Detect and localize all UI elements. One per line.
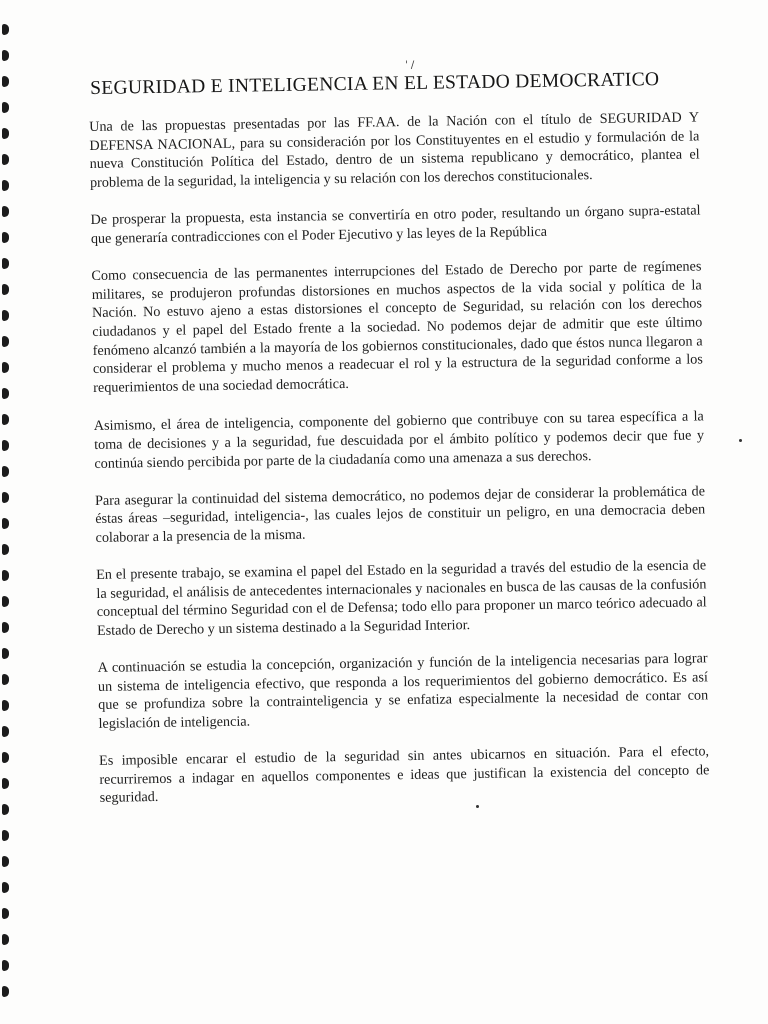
paragraph: Una de las propuestas presentadas por las FF.AA. de la Nación con el título de SEGURIDAD Y DEFENSA NACIONAL, para su consideración por los Constituyentes en el estudio y formulación de la nueva Constitución Política del Estado, dentro de un sistema republicano y democrático, plantea el problema de la seguridad, la inteligencia y su relación con los derechos constitucionales. — [89, 109, 700, 191]
paragraph: Es imposible encarar el estudio de la seguridad sin antes ubicarnos en situación. Para el efecto, recurriremos a indagar en aquellos componentes e ideas que justifican la existencia del concepto de seguridad. — [98, 743, 710, 807]
header-mark: ' / — [405, 60, 415, 71]
paragraph: Asimismo, el área de inteligencia, componente del gobierno que contribuye con su tarea específica a la toma de decisiones y a la seguridad, fue descuidada por el ámbito político y podemos decir que fue y continúa siendo percibida por parte de la ciudadanía como una amenaza a sus derechos. — [93, 408, 705, 472]
scan-speck — [739, 439, 742, 442]
paragraph: Como consecuencia de las permanentes interrupciones del Estado de Derecho por parte de regímenes militares, se produjeron profundas distorsiones en muchos aspectos de la vida social y política de la Nación. No estuvo ajeno a estas distorsiones el concepto de Seguridad, su relación con los derechos ciudadanos y el papel del Estado frente a la sociedad. No podemos dejar de admitir que este último fenómeno alcanzó también a la mayoría de los gobiernos constitucionales, dado que éstos nunca llegaron a considerar el problema y mucho menos a readecuar el rol y la estructura de la seguridad conforme a los requerimientos de una sociedad democrática. — [91, 258, 703, 396]
binding-holes — [0, 0, 18, 1024]
paragraph: Para asegurar la continuidad del sistema democrático, no podemos dejar de considerar la problemática de éstas áreas –seguridad, inteligencia-, las cuales lejos de constituir un peligro, en una democracia deben colaborar a la presencia de la misma. — [94, 483, 706, 546]
paragraph: A continuación se estudia la concepción, organización y función de la inteligencia necesarias para lograr un sistema de inteligencia efectivo, que responda a los requerimientos del gobierno democrático. Es así que se profundiza sobre la contrainteligencia y se enfatiza especialmente la necesidad de contar con legislación de inteligencia. — [97, 650, 709, 732]
document-title: SEGURIDAD E INTELIGENCIA EN EL ESTADO DEMOCRATICO — [90, 69, 660, 99]
paragraph: De prosperar la propuesta, esta instancia se convertiría en otro poder, resultando un órgano supra-estatal que generaría contradicciones con el Poder Ejecutivo y las leyes de la República — [90, 202, 701, 247]
paragraph: En el presente trabajo, se examina el papel del Estado en la seguridad a través del estudio de la esencia de la seguridad, el análisis de antecedentes internacionales y nacionales en busca de las causas de la confusión conceptual del término Seguridad con el de Defensa; todo ello para proponer un marco teórico adecuado al Estado de Derecho y un sistema destinado a la Seguridad Interior. — [96, 557, 707, 639]
document-body — [89, 108, 710, 826]
